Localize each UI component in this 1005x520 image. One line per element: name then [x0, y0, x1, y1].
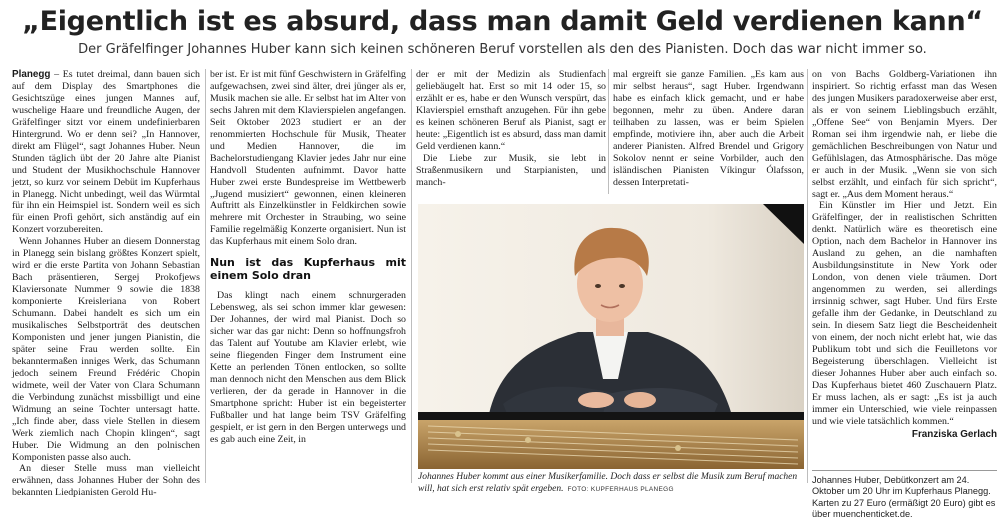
- column-rule: [608, 69, 609, 194]
- paragraph: Die Liebe zur Musik, sie lebt in Straßenmusikern und Starpianisten, und manch-: [416, 152, 606, 188]
- paragraph-text: – Es tutet dreimal, dann bauen sich auf dem Display des Smartphones die Gesichtszüge eines jungen Mannes auf, wuschelige Haare und freundliche Augen, der Gräfelfinger sitzt vor einem undefinierbaren Hintergrund. Wo er denn sei? „In Hannover, direkt am Flügel“, sagt Johannes Huber. Neun Stunden täglich übt der 20 Jahre alte Pianist und Student der Musikhochschule Hannover jetzt, so kurz vor seinem Debüt im Kupferhaus in Planegg. Nicht unbedingt, weil das Würmtal für ihn ein Heimspiel ist. Sondern weil es sich für einen Profi gehört, sich anständig auf ein Konzert vorzubereiten.: [12, 69, 200, 236]
- photo-credit: FOTO: KUPFERHAUS PLANEGG: [567, 485, 674, 493]
- article-column-5: [812, 69, 997, 467]
- column-rule: [411, 69, 412, 483]
- paragraph: mal ergreift sie ganze Familien. „Es kam aus mir selbst heraus“, sagt Huber. Irgendwann habe es einfach klick gemacht, und er habe begonnen, mehr zu üben. Andere daran teilhaben zu lassen, was er beim Spielen empfinde, motiviere ihn, aber auch die Arbeit anderer Pianisten. Alfred Brendel und Grigory Sokolov nennt er seine Vorbilder, auch den isländischen Pianisten Víkingur Ólafsson, dessen Interpretati-: [613, 69, 804, 188]
- caption-text: Johannes Huber kommt aus einer Musikerfamilie. Doch dass er selbst die Musik zum Beruf machen will, hat sich erst relativ spät ergeben.: [418, 472, 798, 494]
- event-info-text: Johannes Huber, Debütkonzert am 24. Oktober um 20 Uhr im Kupferhaus Planegg. Karten zu 27 Euro (ermäßigt 20 Euro) gibt es über muenchenticket.de.: [812, 475, 996, 519]
- article-column-3: [416, 69, 606, 190]
- photo-caption: [418, 472, 804, 495]
- paragraph: ber ist. Er ist mit fünf Geschwistern in Gräfelfing aufgewachsen, zwei sind älter, drei jünger als er, Musik machen sie alle. Er selbst hat im Alter von sechs Jahren mit dem Klavierspielen angefangen. Seit Oktober 2023 studiert er an der renommierten Hochschule für Musik, Theater und Medien Hannover, die im Bachelorstudiengang Klavier jedes Jahr nur eine Handvoll Studenten aufnimmt. Davor hatte Huber zwei erste Bundespreise im Wettbewerb „Jugend musiziert“ gewonnen, einen kleineren Auftritt als Einzelkünstler in Feldkirchen sowie mehrere mit Orchester in Straubing, wo seine Familie regelmäßig Konzerte organisiert. Nun ist das Kupferhaus mit einem Solo dran.: [210, 69, 406, 248]
- headline: „Eigentlich ist es absurd, dass man damit Geld verdienen kann“: [22, 6, 983, 37]
- paragraph: Das klingt nach einem schnurgeraden Lebensweg, als sei schon immer klar gewesen: Der Johannes, der wird mal Pianist. Doch so sicher war das gar nicht: Denn so hoffnungsfroh das Talent auf Youtube am Klavier erlebt, wie seine fliegenden Finger dem Instrument eine Kette an perlenden Tönen entlocken, so sollte man dennoch nicht den Menschen aus dem Blick verlieren, der da gerade in Hannover in die Smartphone spricht: Huber ist ein begeisterter Fußballer und hat lange beim TSV Gräfelfing gespielt, er ist gern in den Bergen unterwegs und es gab auch eine Zeit, in: [210, 290, 406, 445]
- paragraph: An dieser Stelle muss man vielleicht erwähnen, dass Johannes Huber der Sohn des bekannten Liedpianisten Gerold Hu-: [12, 463, 200, 499]
- paragraph: Wenn Johannes Huber an diesem Donnerstag in Planegg sein bislang größtes Konzert spielt, wird er die erste Partita von Johann Sebastian Bach präsentieren, Sergej Prokofjews Klaviersonate Nummer 9 sowie die 1838 komponierte Kreisleriana von Robert Schumann. Dabei handelt es sich um ein musikalisches Selbstporträt des deutschen Komponisten und jener jungen Pianistin, die später seine Frau werden sollte. Ein bekanntermaßen inniges Werk, das Schumann jedoch seinem Freund Frédéric Chopin widmete, weil der Vater von Clara Schumann die Verbindung zunächst missbilligt und eine Widmung an seine Tochter untersagt hatte. „Ich finde aber, dass viele Stellen in diesem Werk ziemlich nach Chopin klingen“, sagt Huber. Die Widmung an den polnischen Komponisten passe also auch.: [12, 236, 200, 463]
- event-info-box: [812, 470, 997, 520]
- author-name: Franziska Gerlach: [911, 428, 997, 440]
- section-subtitle: Nun ist das Kupferhaus mit einem Solo dran: [210, 256, 406, 283]
- paragraph: der er mit der Medizin als Studienfach geliebäugelt hat. Erst so mit 14 oder 15, so erzählt er es, habe er den Wunsch verspürt, das Klavierspiel ernsthaft anzugehen. Für ihn gebe es keinen schöneren Beruf als Pianist, sagt er heute: „Eigentlich ist es absurd, dass man damit Geld verdienen kann.“: [416, 69, 606, 152]
- pianist-illustration: [418, 204, 804, 469]
- paragraph: on von Bachs Goldberg-Variationen ihn inspiriert. So richtig erfasst man das Wesen des jungen Musikers paradoxerweise aber erst, als er von seinem Lieblingsbuch erzählt, „Offene See“ von Benjamin Myers. Der Roman sei ihm irgendwie nah, er liebe die gemächlichen Beschreibungen von Natur und Gefühlslagen, das Atmosphärische. Das möge er auch in der Musik. „Wenn sie von sich selbst erzählt, und einfach für sich spricht“, sagt er. „Aus dem Moment heraus.“: [812, 69, 997, 200]
- article-column-1: [12, 69, 200, 499]
- column-rule: [807, 69, 808, 483]
- article-column-4: [613, 69, 804, 190]
- paragraph: Ein Künstler im Hier und Jetzt. Ein Gräfelfinger, der in realistischen Schritten denkt. Natürlich wäre es theoretisch eine Option, nach dem Bachelor in Hannover ins Ausland zu gehen, an die namhaften Ausbildungsinstitute in New York oder London, von denen viele träumen. Dort angenommen zu werden, sei allerdings irrsinnig schwer, sagt Huber. Und fürs Erste gefalle ihm der Gedanke, in Deutschland zu sein. In diesem Satz liegt die Bescheidenheit von einem, der noch nicht erlebt hat, wie das Publikum tobt und sich die Feuilletons vor Begeisterung überschlagen. Vielleicht ist dieser Johannes Huber aber auch einfach so. Das Kupferhaus bietet 460 Zuschauern Platz. Er muss lachen, als er sagt: „Es ist ja auch immer ein Unterschied, wie viele reinpassen und wie viele tatsächlich kommen.“: [812, 200, 997, 427]
- paragraph: [12, 69, 200, 236]
- column-rule: [205, 69, 206, 483]
- subheadline: Der Gräfelfinger Johannes Huber kann sich keinen schöneren Beruf vorstellen als den des Pianisten. Doch das war nicht immer so.: [78, 42, 927, 57]
- article-column-2: [210, 69, 406, 483]
- pianist-photo: [418, 204, 804, 469]
- dateline: Planegg: [12, 69, 51, 80]
